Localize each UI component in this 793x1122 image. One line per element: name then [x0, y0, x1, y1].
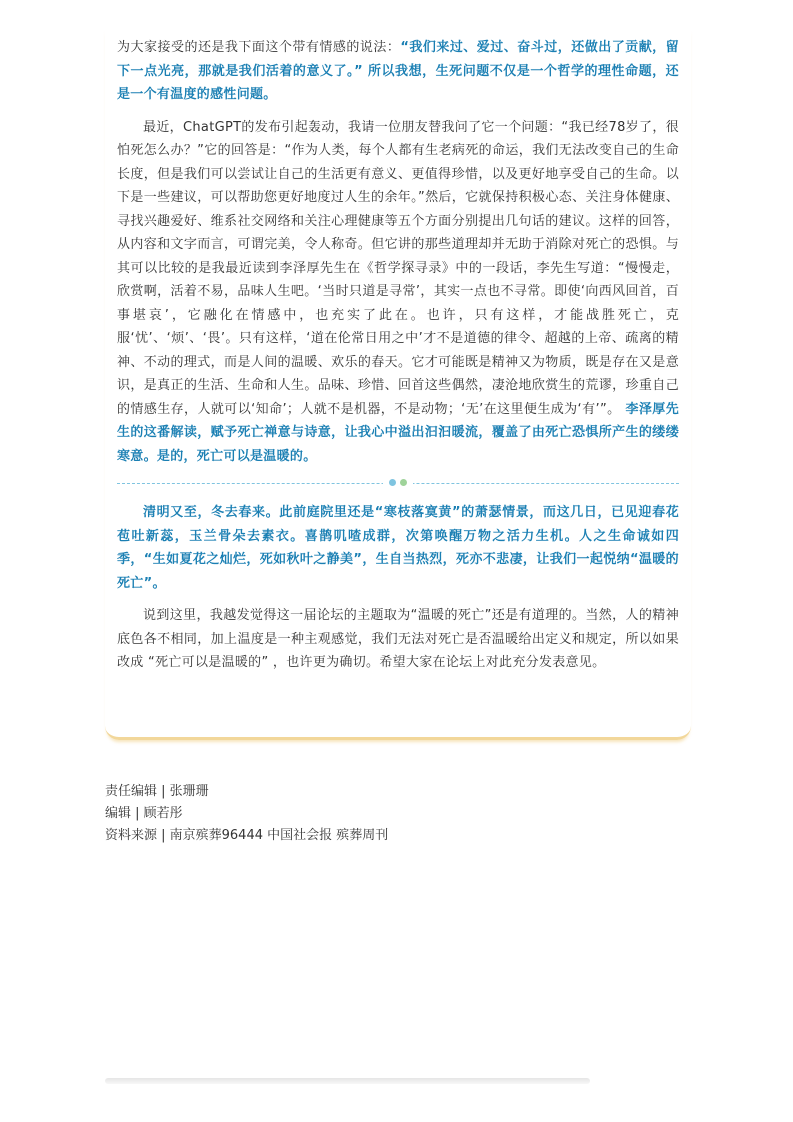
divider-dots — [383, 479, 413, 486]
paragraph-2-text: 最近，ChatGPT的发布引起轰动，我请一位朋友替我问了它一个问题：“我已经78岁了，很怕死怎么办？”它的回答是：“作为人类，每个人都有生老病死的命运，我们无法改变自己的生命长度，但是我们可以尝试让自己的生活更有意义、更值得珍惜，以及更好地享受自己的生命。以下是一些建议，可以帮助您更好地度过人生的余年。”然后，它就保持积极心态、关注身体健康、寻找兴趣爱好、维系社交网络和关注心理健康等五个方面分别提出几句话的建议。这样的回答，从内容和文字而言，可谓完美，令人称奇。但它讲的那些道理却并无助于消除对死亡的恐惧。与其可以比较的是我最近读到李泽厚先生在《哲学探寻录》中的一段话，李先生写道：“慢慢走，欣赏啊，活着不易，品味人生吧。‘当时只道是寻常’，其实一点也不寻常。即使‘向西风回首，百事堪哀’，它融化在情感中，也充实了此在。也许，只有这样，才能战胜死亡，克服‘忧’、‘烦’、‘畏’。只有这样，‘道在伦常日用之中’才不是道德的律令、超越的上帝、疏离的精神、不动的理式，而是人间的温暖、欢乐的春天。它才可能既是精神又为物质，既是存在又是意识，是真正的生活、生命和人生。品味、珍惜、回首这些偶然，凄沧地欣赏生的荒谬，珍重自己的情感生存，人就可以‘知命’；人就不是机器，不是动物；‘无’在这里便生成为‘有’”。 — [117, 119, 679, 417]
article-card — [105, 28, 691, 740]
divider-dot-green — [400, 479, 407, 486]
credit-editor: 编辑 | 顾若彤 — [105, 806, 183, 821]
credit-editor-in-charge: 责任编辑 | 张珊珊 — [105, 784, 209, 799]
paragraph-4: 说到这里，我越发觉得这一届论坛的主题取为“温暖的死亡”还是有道理的。当然，人的精神底色各不相同，加上温度是一种主观感觉，我们无法对死亡是否温暖给出定义和规定，所以如果改成 “死亡可以是温暖的” ，也许更为确切。希望大家在论坛上对此充分发表意见。 — [117, 608, 679, 670]
bottom-scroll-shadow — [105, 1078, 590, 1084]
credit-source: 资料来源 | 南京殡葬96444 中国社会报 殡葬周刊 — [105, 828, 389, 843]
paragraph-1 — [117, 36, 679, 107]
paragraph-2 — [117, 116, 679, 469]
credits-block — [105, 781, 388, 847]
paragraph-2-highlight: 李泽厚先生的这番解读，赋予死亡禅意与诗意，让我心中溢出汩汩暖流，覆盖了由死亡恐惧所产生的缕缕寒意。是的，死亡可以是温暖的。 — [117, 401, 679, 464]
paragraph-1-text: 为大家接受的还是我下面这个带有情感的说法： — [117, 40, 401, 55]
paragraph-1-highlight: “我们来过、爱过、奋斗过，还做出了贡献，留下一点光亮，那就是我们活着的意义了。” 所以我想，生死问题不仅是一个哲学的理性命题，还是一个有温度的感性问题。 — [117, 40, 679, 102]
divider-dot-blue — [389, 479, 396, 486]
section-divider — [117, 477, 679, 491]
paragraph-3-highlight: 清明又至，冬去春来。此前庭院里还是“寒枝落寞黄”的萧瑟情景，而这几日，已见迎春花苞吐新蕊，玉兰骨朵去素衣。喜鹊叽喳成群，次第唤醒万物之活力生机。人之生命诚如四季，“生如夏花之灿烂，死如秋叶之静美”，生自当热烈，死亦不悲凄，让我们一起悦纳“温暖的死亡”。 — [117, 505, 679, 591]
